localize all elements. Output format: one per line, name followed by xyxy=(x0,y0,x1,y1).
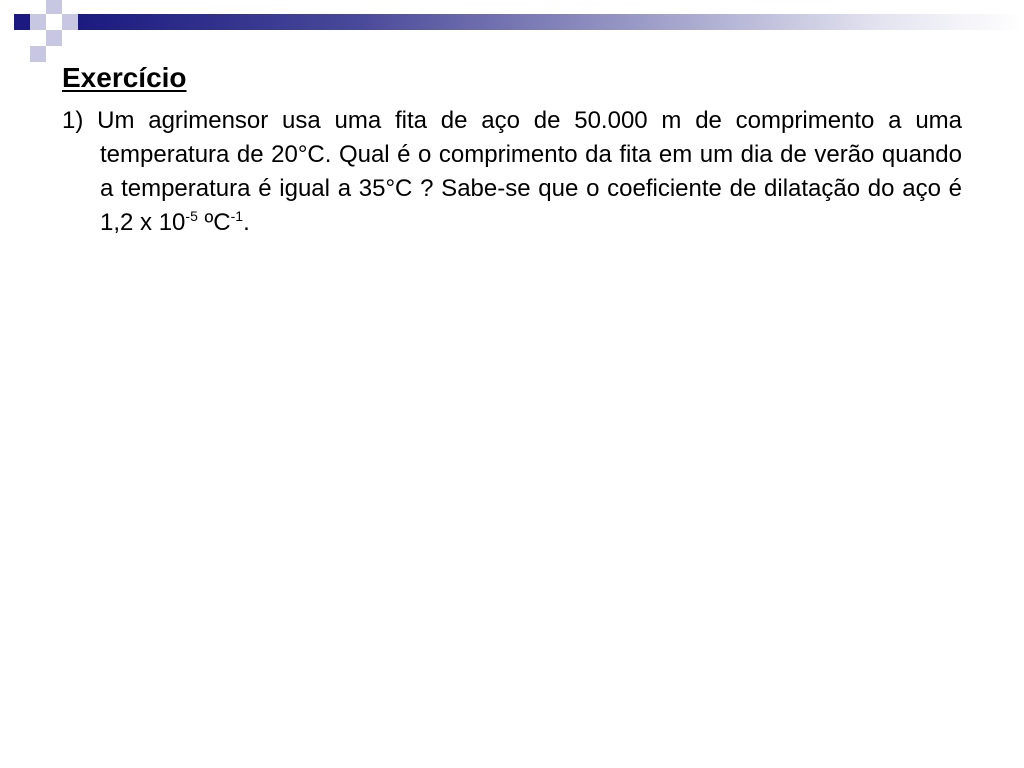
decorative-square-light xyxy=(62,14,78,30)
slide-title: Exercício xyxy=(62,62,187,93)
question-end: . xyxy=(243,209,250,236)
slide-content xyxy=(62,58,962,240)
decorative-square-light xyxy=(46,0,62,14)
decorative-square-light xyxy=(46,30,62,46)
decorative-square-light xyxy=(30,14,46,30)
decorative-square-dark xyxy=(14,14,30,30)
question-text: 1) Um agrimensor usa uma fita de aço de 50.000 m de comprimento a uma temperatura de 20°C. Qual é o comprimento da fita em um dia de verão quando a temperatura é igual a 35°C ? Sabe-se que o coeficiente de dilatação do aço é 1,2 x 10 xyxy=(62,107,962,236)
decorative-square-light xyxy=(30,46,46,62)
exponent-minus-one: -1 xyxy=(230,208,244,224)
title-gradient-bar xyxy=(78,14,1024,30)
unit-celsius: ºC xyxy=(197,209,231,236)
exercise-question xyxy=(62,104,962,240)
exponent-minus-five: -5 xyxy=(185,208,198,224)
